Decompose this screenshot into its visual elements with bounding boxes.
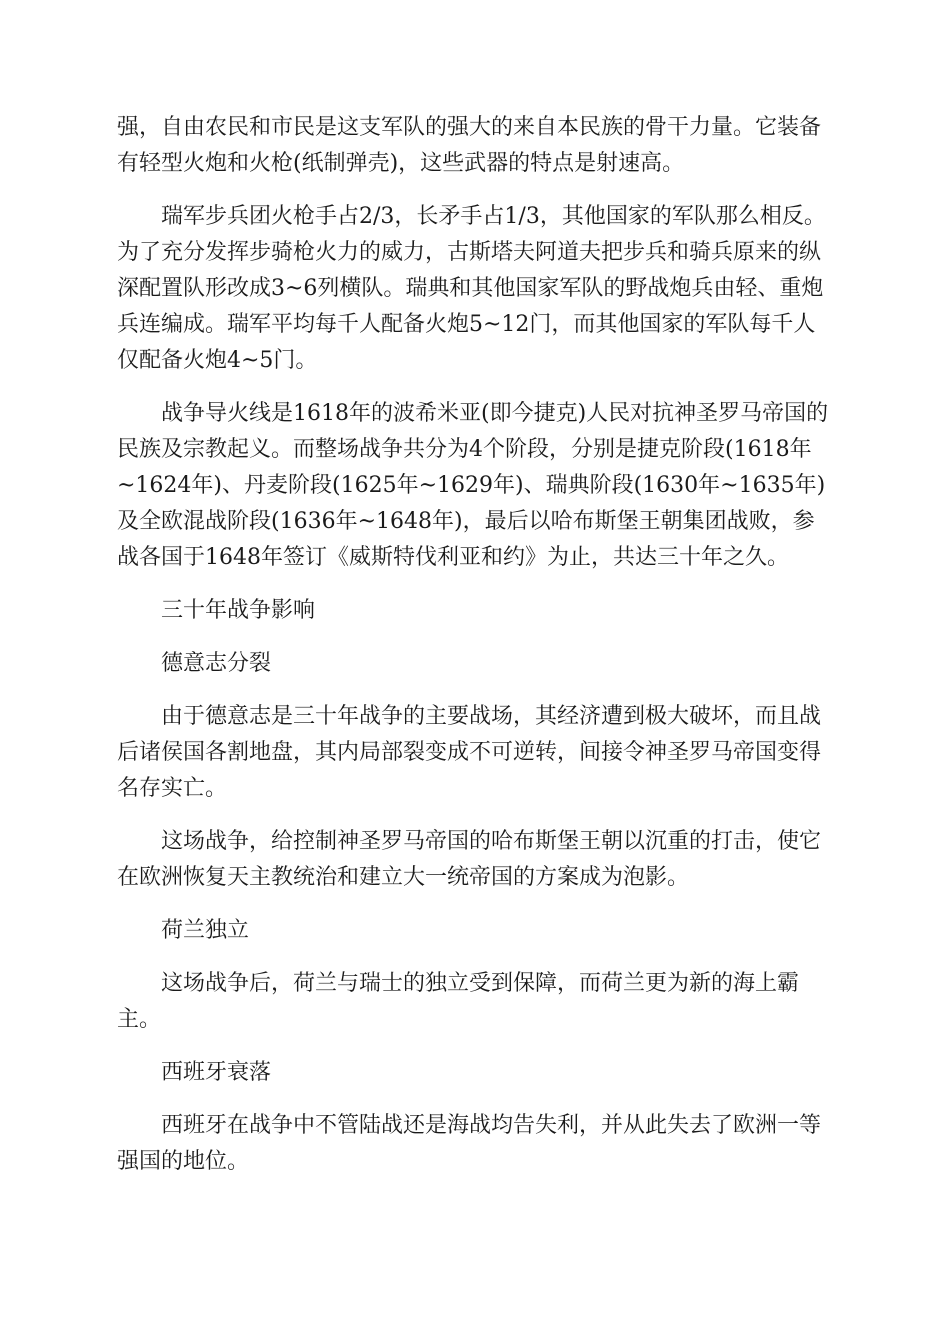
document-body bbox=[117, 110, 833, 1197]
heading-germany-division: 德意志分裂 bbox=[161, 651, 272, 676]
paragraph-netherlands-independence: 这场战争后，荷兰与瑞士的独立受到保障，而荷兰更为新的海上霸主。 bbox=[117, 971, 800, 1032]
paragraph-habsburg-blow: 这场战争，给控制神圣罗马帝国的哈布斯堡王朝以沉重的打击，使它在欧洲恢复天主教统治和建立大一统帝国的方案成为泡影。 bbox=[117, 829, 822, 890]
heading-netherlands-independence: 荷兰独立 bbox=[161, 918, 250, 943]
heading-war-impact: 三十年战争影响 bbox=[161, 598, 316, 623]
paragraph-infantry-ratio: 瑞军步兵团火枪手占2/3，长矛手占1/3，其他国家的军队那么相反。为了充分发挥步骑枪火力的威力，古斯塔夫阿道夫把步兵和骑兵原来的纵深配置队形改成3~6列横队。瑞典和其他国家军队的野战炮兵由轻、重炮兵连编成。瑞军平均每千人配备火炮5~12门，而其他国家的军队每千人仅配备火炮4~5门。 bbox=[117, 204, 826, 373]
paragraph-war-origin: 战争导火线是1618年的波希米亚(即今捷克)人民对抗神圣罗马帝国的民族及宗教起义。而整场战争共分为4个阶段，分别是捷克阶段(1618年~1624年)、丹麦阶段(1625年~1629年)、瑞典阶段(1630年~1635年)及全欧混战阶段(1636年~1648年)，最后以哈布斯堡王朝集团战败，参战各国于1648年签订《威斯特伐利亚和约》为止，共达三十年之久。 bbox=[117, 401, 829, 570]
paragraph-germany-division: 由于德意志是三十年战争的主要战场，其经济遭到极大破坏，而且战后诸侯国各割地盘，其内局部裂变成不可逆转，间接令神圣罗马帝国变得名存实亡。 bbox=[117, 704, 822, 801]
heading-spain-decline: 西班牙衰落 bbox=[161, 1060, 272, 1085]
paragraph-army-composition: 强，自由农民和市民是这支军队的强大的来自本民族的骨干力量。它装备有轻型火炮和火枪(纸制弹壳)，这些武器的特点是射速高。 bbox=[117, 115, 822, 176]
paragraph-spain-decline: 西班牙在战争中不管陆战还是海战均告失利，并从此失去了欧洲一等强国的地位。 bbox=[117, 1113, 822, 1174]
